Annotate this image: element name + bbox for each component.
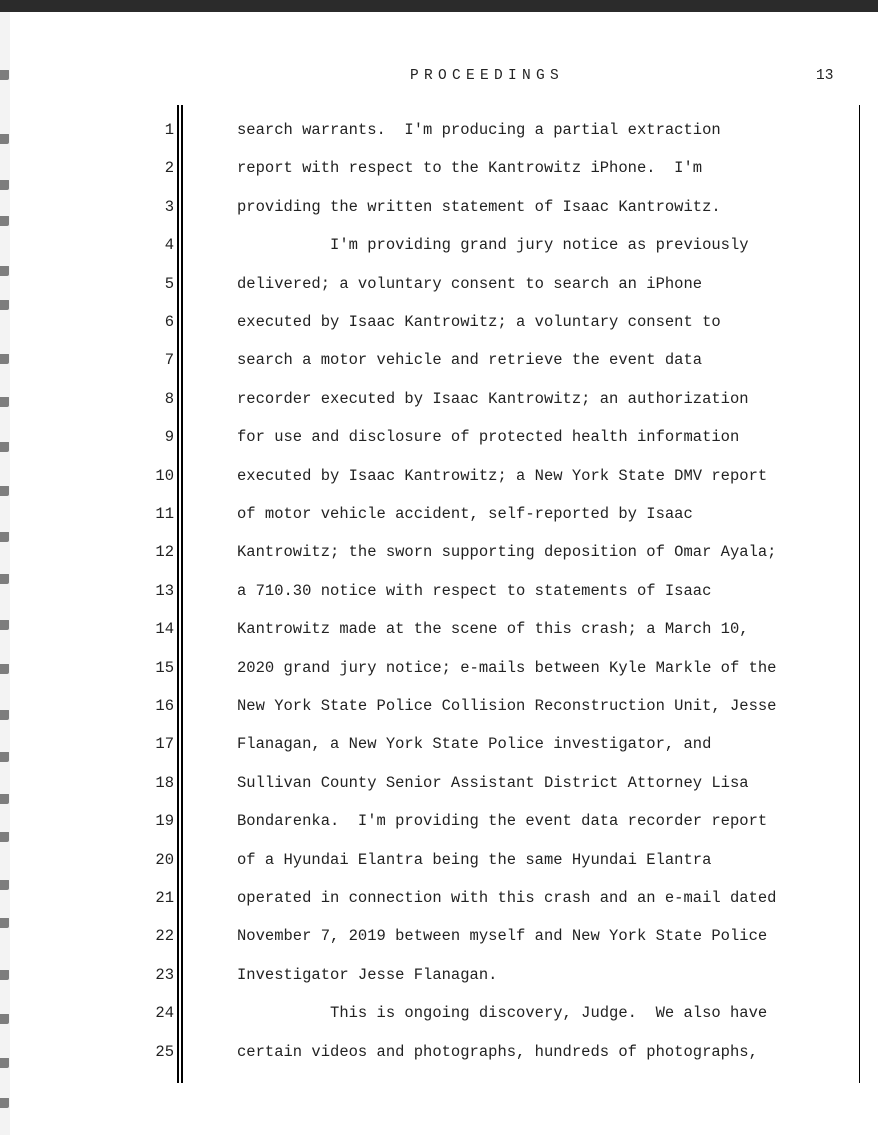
background-text-fragment bbox=[0, 794, 10, 804]
transcript-line-text: Bondarenka. I'm providing the event data recorder report bbox=[237, 812, 768, 830]
line-number: 11 bbox=[155, 505, 174, 523]
background-text-fragment bbox=[0, 1098, 10, 1108]
line-number: 2 bbox=[164, 159, 174, 177]
line-number: 21 bbox=[155, 889, 174, 907]
transcript-line-text: search a motor vehicle and retrieve the event data bbox=[237, 351, 703, 369]
background-text-fragment bbox=[0, 1058, 10, 1068]
left-margin-rule bbox=[177, 105, 179, 1083]
transcript-line-text: delivered; a voluntary consent to search an iPhone bbox=[237, 275, 703, 293]
line-number: 10 bbox=[155, 467, 174, 485]
transcript-line-text: This is ongoing discovery, Judge. We also have bbox=[237, 1004, 768, 1022]
transcript-line-text: Investigator Jesse Flanagan. bbox=[237, 966, 498, 984]
background-text-fragment bbox=[0, 1014, 10, 1024]
background-text-fragment bbox=[0, 397, 10, 407]
line-number: 4 bbox=[164, 236, 174, 254]
line-number: 16 bbox=[155, 697, 174, 715]
line-number: 12 bbox=[155, 543, 174, 561]
background-text-fragment bbox=[0, 970, 10, 980]
background-text-fragment bbox=[0, 216, 10, 226]
transcript-line-text: certain videos and photographs, hundreds of photographs, bbox=[237, 1043, 758, 1061]
line-number: 18 bbox=[155, 774, 174, 792]
transcript-line-text: Flanagan, a New York State Police investigator, and bbox=[237, 735, 712, 753]
transcript-line-text: Kantrowitz; the sworn supporting deposition of Omar Ayala; bbox=[237, 543, 777, 561]
background-text-fragment bbox=[0, 710, 10, 720]
page-number: 13 bbox=[816, 68, 834, 84]
transcript-line-text: a 710.30 notice with respect to statements of Isaac bbox=[237, 582, 712, 600]
transcript-line-text: recorder executed by Isaac Kantrowitz; an authorization bbox=[237, 390, 749, 408]
line-number: 13 bbox=[155, 582, 174, 600]
line-number: 20 bbox=[155, 851, 174, 869]
line-number: 24 bbox=[155, 1004, 174, 1022]
line-number: 19 bbox=[155, 812, 174, 830]
line-number: 17 bbox=[155, 735, 174, 753]
background-text-fragment bbox=[0, 486, 10, 496]
background-window-strip bbox=[0, 12, 10, 1135]
transcript-line-text: executed by Isaac Kantrowitz; a voluntary consent to bbox=[237, 313, 721, 331]
line-number: 5 bbox=[164, 275, 174, 293]
background-text-fragment bbox=[0, 574, 10, 584]
transcript-line-text: for use and disclosure of protected health information bbox=[237, 428, 740, 446]
transcript-line-text: report with respect to the Kantrowitz iPhone. I'm bbox=[237, 159, 703, 177]
transcript-line-text: executed by Isaac Kantrowitz; a New York State DMV report bbox=[237, 467, 768, 485]
background-text-fragment bbox=[0, 752, 10, 762]
line-number: 7 bbox=[164, 351, 174, 369]
transcript-line-text: operated in connection with this crash and an e-mail dated bbox=[237, 889, 777, 907]
line-number: 23 bbox=[155, 966, 174, 984]
background-text-fragment bbox=[0, 918, 10, 928]
transcript-line-text: of motor vehicle accident, self-reported by Isaac bbox=[237, 505, 693, 523]
transcript-line-text: providing the written statement of Isaac Kantrowitz. bbox=[237, 198, 721, 216]
line-number: 14 bbox=[155, 620, 174, 638]
window-top-bar bbox=[0, 0, 878, 12]
transcript-line-text: November 7, 2019 between myself and New York State Police bbox=[237, 927, 768, 945]
transcript-line-text: New York State Police Collision Reconstruction Unit, Jesse bbox=[237, 697, 777, 715]
transcript-page bbox=[10, 12, 878, 1135]
transcript-line-text: 2020 grand jury notice; e-mails between Kyle Markle of the bbox=[237, 659, 777, 677]
background-text-fragment bbox=[0, 300, 10, 310]
background-text-fragment bbox=[0, 442, 10, 452]
page-header-title: PROCEEDINGS bbox=[410, 68, 565, 84]
transcript-line-text: Sullivan County Senior Assistant District Attorney Lisa bbox=[237, 774, 749, 792]
transcript-line-text: I'm providing grand jury notice as previously bbox=[237, 236, 749, 254]
transcript-line-text: search warrants. I'm producing a partial extraction bbox=[237, 121, 721, 139]
line-number: 22 bbox=[155, 927, 174, 945]
transcript-line-text: of a Hyundai Elantra being the same Hyundai Elantra bbox=[237, 851, 712, 869]
line-number: 6 bbox=[164, 313, 174, 331]
line-number: 25 bbox=[155, 1043, 174, 1061]
background-text-fragment bbox=[0, 354, 10, 364]
background-text-fragment bbox=[0, 880, 10, 890]
transcript-line-text: Kantrowitz made at the scene of this crash; a March 10, bbox=[237, 620, 749, 638]
line-number: 9 bbox=[164, 428, 174, 446]
background-text-fragment bbox=[0, 832, 10, 842]
left-margin-rule-inner bbox=[181, 105, 183, 1083]
background-text-fragment bbox=[0, 532, 10, 542]
background-text-fragment bbox=[0, 134, 10, 144]
background-text-fragment bbox=[0, 664, 10, 674]
background-text-fragment bbox=[0, 70, 10, 80]
line-number: 15 bbox=[155, 659, 174, 677]
background-text-fragment bbox=[0, 620, 10, 630]
background-text-fragment bbox=[0, 180, 10, 190]
background-text-fragment bbox=[0, 266, 10, 276]
line-number: 8 bbox=[164, 390, 174, 408]
right-margin-rule bbox=[859, 105, 860, 1083]
line-number: 1 bbox=[164, 121, 174, 139]
line-number: 3 bbox=[164, 198, 174, 216]
